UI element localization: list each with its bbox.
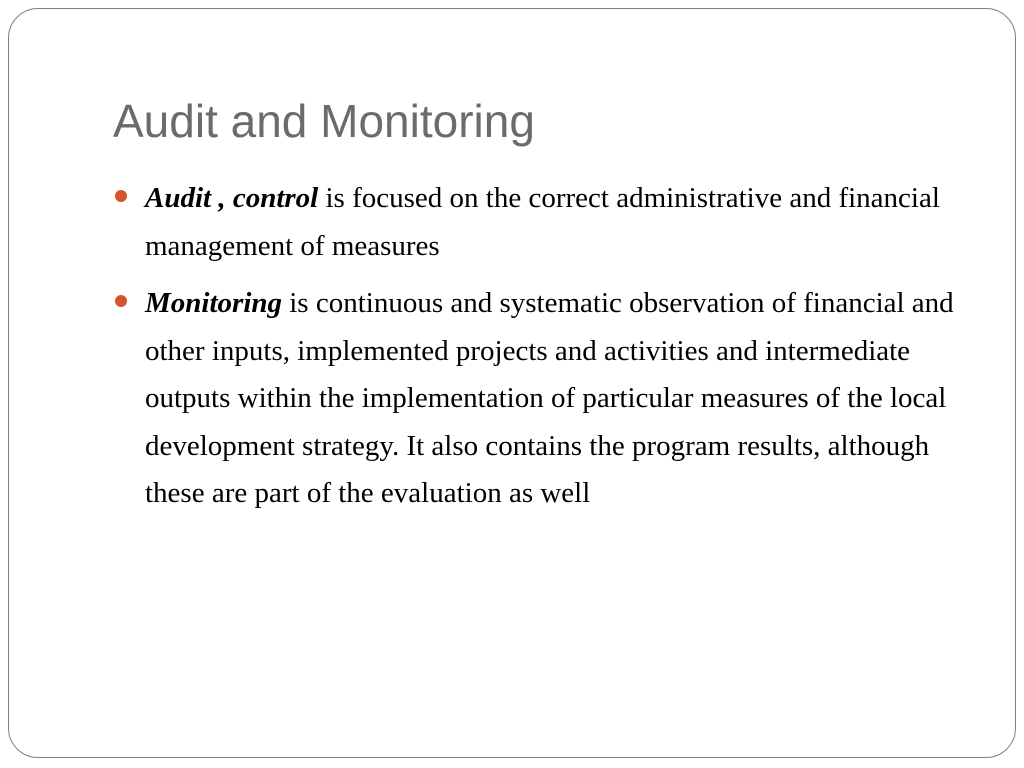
bullet-text: is continuous and systematic observation of financial and other inputs, implemented projects and activities and intermediate outputs within the implementation of particular measures of the local development strategy. It also contains the program results, although these are part of the evaluation as well [145,287,954,509]
bullet-term: Monitoring [145,287,282,319]
bullet-term: Audit , control [145,182,319,214]
bullet-dot-icon [115,190,127,202]
slide [8,8,1016,758]
slide-title: Audit and Monitoring [113,95,535,147]
bullet-dot-icon [115,295,127,307]
bullet-list [115,175,965,528]
bullet-text: is focused on the correct administrative and financial management of measures [145,182,940,262]
bullet-item-monitoring [115,280,965,518]
bullet-item-audit [115,175,965,270]
